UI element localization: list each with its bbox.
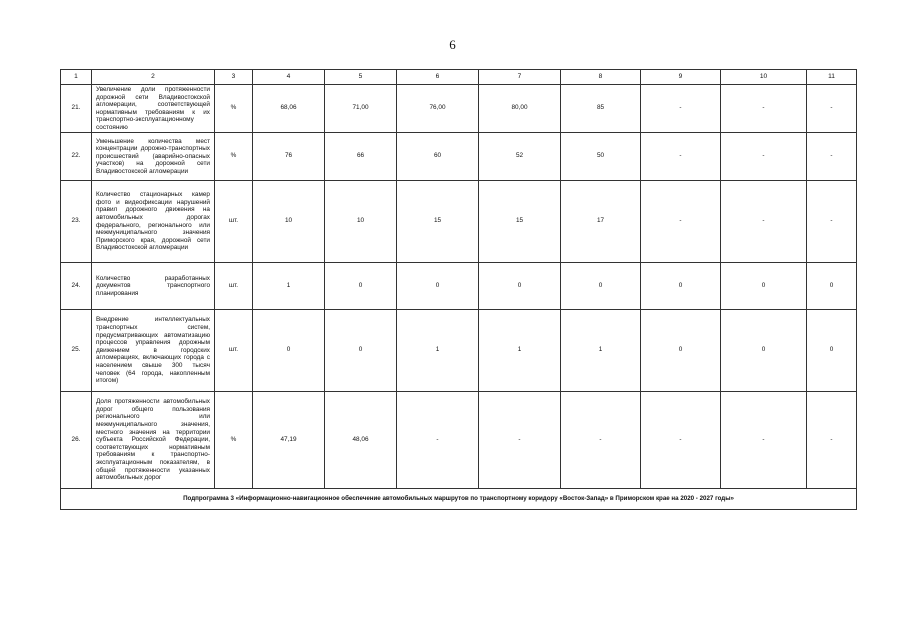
value-cell: 1	[561, 309, 641, 391]
value-cell: -	[807, 85, 857, 133]
value-cell: 71,00	[325, 85, 397, 133]
row-number: 22.	[61, 132, 92, 180]
value-cell: 0	[807, 309, 857, 391]
value-cell: -	[721, 132, 807, 180]
column-header: 9	[641, 70, 721, 85]
column-header: 7	[479, 70, 561, 85]
value-cell: 0	[641, 309, 721, 391]
value-cell: 50	[561, 132, 641, 180]
value-cell: -	[807, 180, 857, 262]
value-cell: -	[561, 391, 641, 488]
table-row	[61, 132, 857, 180]
page-number: 6	[449, 37, 456, 52]
value-cell: 0	[397, 262, 479, 309]
row-number: 25.	[61, 309, 92, 391]
unit-cell: шт.	[215, 262, 253, 309]
indicator-description: Количество стационарных камер фото и видеофиксации нарушений правил дорожного движения на автомобильных дорогах федерального, регионального или межмуниципального значения Приморского края, дорожной сети Владивостокской агломерации	[92, 180, 215, 262]
unit-cell: %	[215, 391, 253, 488]
value-cell: -	[641, 132, 721, 180]
value-cell: 15	[397, 180, 479, 262]
value-cell: 0	[641, 262, 721, 309]
value-cell: 52	[479, 132, 561, 180]
column-header: 5	[325, 70, 397, 85]
indicator-description: Увеличение доли протяженности дорожной сети Владивостокской агломерации, соответствующей нормативным требованиям к их транспортно-эксплуатационному состоянию	[92, 85, 215, 133]
table-row	[61, 309, 857, 391]
row-number: 23.	[61, 180, 92, 262]
unit-cell: шт.	[215, 309, 253, 391]
value-cell: 0	[807, 262, 857, 309]
value-cell: 0	[479, 262, 561, 309]
indicator-description: Уменьшение количества мест концентрации дорожно-транспортных происшествий (аварийно-опасных участков) на дорожной сети Владивостокской агломерации	[92, 132, 215, 180]
value-cell: 0	[721, 309, 807, 391]
table-row	[61, 391, 857, 488]
row-number: 21.	[61, 85, 92, 133]
table-row	[61, 262, 857, 309]
value-cell: 10	[253, 180, 325, 262]
value-cell: 0	[721, 262, 807, 309]
value-cell: 68,06	[253, 85, 325, 133]
row-number: 24.	[61, 262, 92, 309]
table-row	[61, 180, 857, 262]
value-cell: 0	[253, 309, 325, 391]
value-cell: 15	[479, 180, 561, 262]
value-cell: 85	[561, 85, 641, 133]
value-cell: 0	[325, 262, 397, 309]
value-cell: -	[721, 180, 807, 262]
column-header: 10	[721, 70, 807, 85]
value-cell: -	[479, 391, 561, 488]
indicator-description: Доля протяженности автомобильных дорог общего пользования регионального или межмуниципального значения, местного значения на территории субъекта Российской Федерации, соответствующих нормативным требованиям к транспортно-эксплуатационным показателям, в общей протяженности указанных автомобильных дорог	[92, 391, 215, 488]
column-header: 3	[215, 70, 253, 85]
value-cell: -	[641, 391, 721, 488]
value-cell: 76	[253, 132, 325, 180]
value-cell: 60	[397, 132, 479, 180]
value-cell: -	[397, 391, 479, 488]
value-cell: -	[721, 85, 807, 133]
value-cell: 47,19	[253, 391, 325, 488]
table-row	[61, 85, 857, 133]
value-cell: 1	[397, 309, 479, 391]
value-cell: -	[641, 85, 721, 133]
row-number: 26.	[61, 391, 92, 488]
value-cell: 0	[561, 262, 641, 309]
value-cell: 1	[253, 262, 325, 309]
value-cell: 48,06	[325, 391, 397, 488]
column-header: 11	[807, 70, 857, 85]
value-cell: 76,00	[397, 85, 479, 133]
column-header: 6	[397, 70, 479, 85]
column-header: 8	[561, 70, 641, 85]
value-cell: -	[807, 391, 857, 488]
table-header-row	[61, 70, 857, 85]
subprogram-row	[61, 488, 857, 509]
indicator-description: Количество разработанных документов транспортного планирования	[92, 262, 215, 309]
value-cell: -	[807, 132, 857, 180]
value-cell: 66	[325, 132, 397, 180]
unit-cell: шт.	[215, 180, 253, 262]
value-cell: -	[641, 180, 721, 262]
value-cell: 17	[561, 180, 641, 262]
indicators-table	[60, 69, 857, 510]
value-cell: 10	[325, 180, 397, 262]
value-cell: -	[721, 391, 807, 488]
column-header: 4	[253, 70, 325, 85]
indicator-description: Внедрение интеллектуальных транспортных систем, предусматривающих автоматизацию процессов управления дорожным движением в городских агломерациях, включающих города с населением свыше 300 тысяч человек (64 города, накопленным итогом)	[92, 309, 215, 391]
column-header: 2	[92, 70, 215, 85]
column-header: 1	[61, 70, 92, 85]
value-cell: 80,00	[479, 85, 561, 133]
value-cell: 0	[325, 309, 397, 391]
unit-cell: %	[215, 132, 253, 180]
value-cell: 1	[479, 309, 561, 391]
unit-cell: %	[215, 85, 253, 133]
subprogram-title: Подпрограмма 3 «Информационно-навигационное обеспечение автомобильных маршрутов по транспортному коридору «Восток-Запад» в Приморском крае на 2020 - 2027 годы»	[61, 488, 857, 509]
